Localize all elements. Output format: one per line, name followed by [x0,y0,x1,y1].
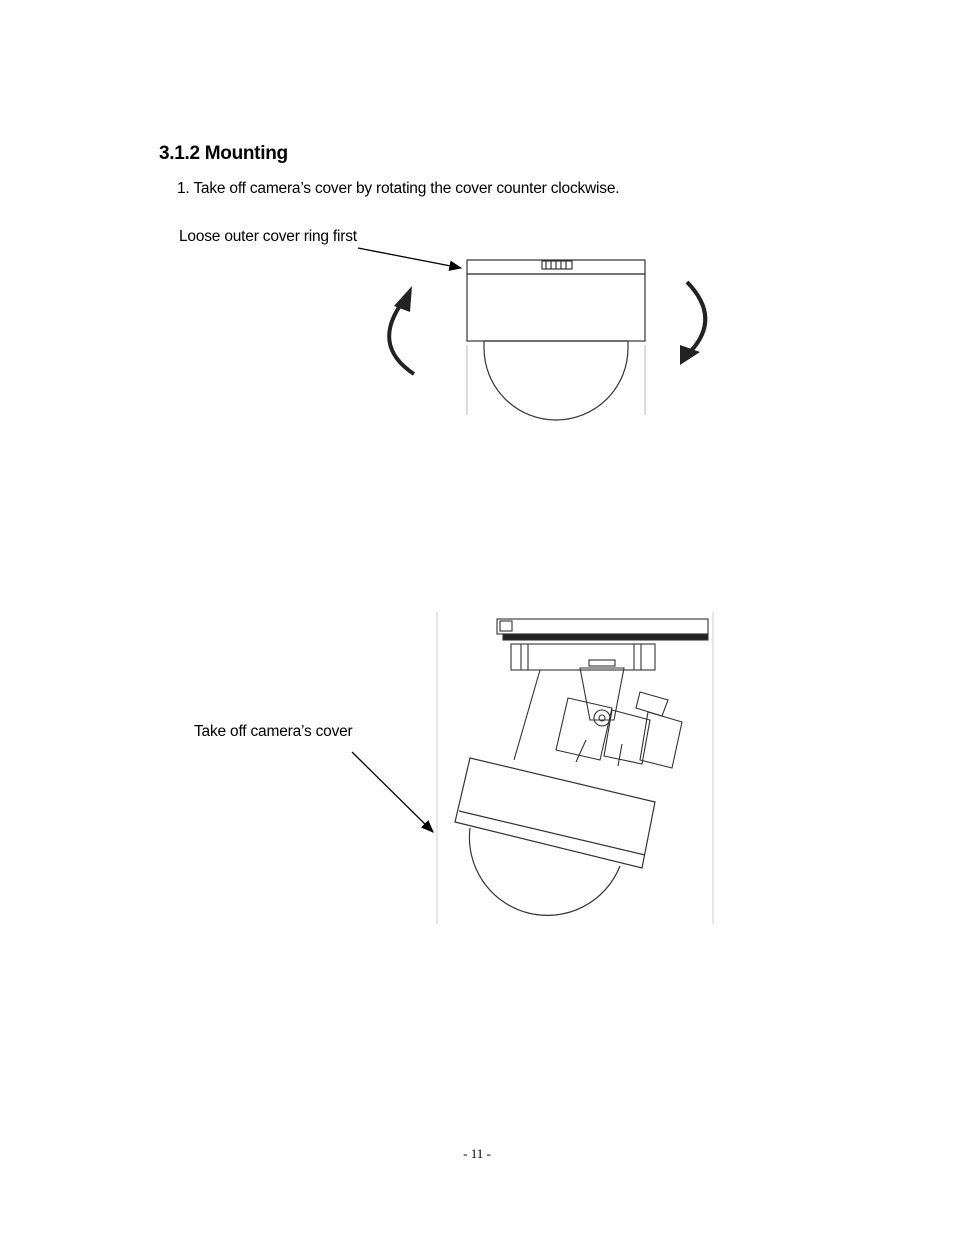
figure-2-callout: Take off camera’s cover [194,723,353,740]
section-heading: 3.1.2 Mounting [159,143,288,164]
callout-2-pointer-arrow [352,752,433,832]
step-1-instruction: 1. Take off camera’s cover by rotating the cover counter clockwise. [177,180,620,197]
camera-base-plate [497,619,708,670]
figure-1-callout: Loose outer cover ring first [179,228,357,245]
camera-lens-assembly [514,668,682,768]
page-number: - 11 - [463,1146,491,1161]
tilted-camera-cover [455,758,655,915]
